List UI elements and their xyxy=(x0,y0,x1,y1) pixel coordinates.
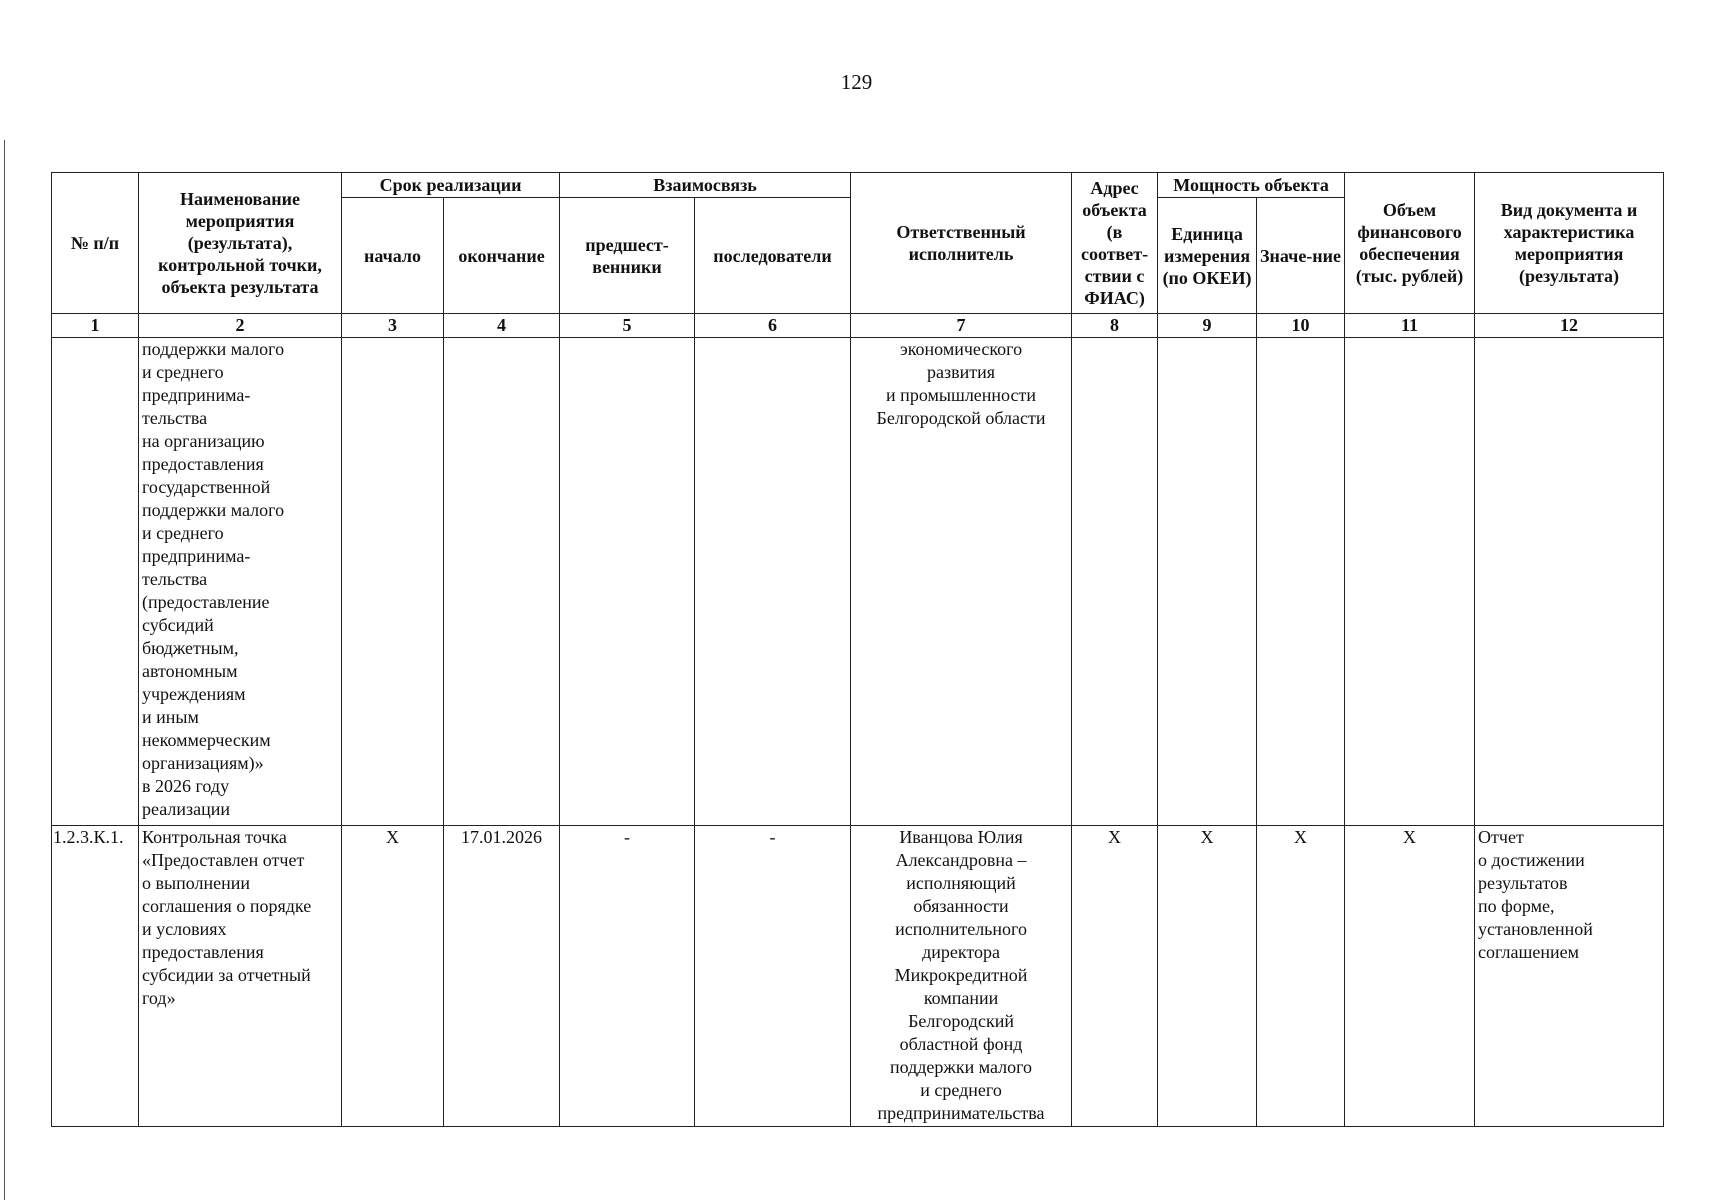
cell-start xyxy=(342,338,444,826)
column-number: 10 xyxy=(1257,314,1345,338)
header-num: № п/п xyxy=(52,173,139,314)
scan-edge-line xyxy=(4,140,5,1200)
header-finance: Объем финансового обеспечения (тыс. рублей) xyxy=(1345,173,1475,314)
cell-doc xyxy=(1475,338,1664,826)
cell-num: 1.2.3.К.1. xyxy=(52,826,139,1127)
header-link-group: Взаимосвязь xyxy=(560,173,851,198)
column-number: 6 xyxy=(695,314,851,338)
cell-prev xyxy=(560,338,695,826)
cell-next xyxy=(695,338,851,826)
header-term-start: начало xyxy=(342,198,444,314)
column-number: 1 xyxy=(52,314,139,338)
header-doc-type: Вид документа и характеристика мероприятия (результата) xyxy=(1475,173,1664,314)
column-number: 11 xyxy=(1345,314,1475,338)
cell-name: Контрольная точка «Предоставлен отчет о выполнении соглашения о порядке и условиях предоставления субсидии за отчетный год» xyxy=(139,826,342,1127)
cell-address: X xyxy=(1072,826,1158,1127)
cell-finance xyxy=(1345,338,1475,826)
header-name: Наименование мероприятия (результата), контрольной точки, объекта результата xyxy=(139,173,342,314)
header-link-prev: предшест-венники xyxy=(560,198,695,314)
cell-end: 17.01.2026 xyxy=(444,826,560,1127)
table-row xyxy=(52,826,1664,1127)
cell-name: поддержки малого и среднего предпринима- тельства на организацию предоставления государственной поддержки малого и среднего предпринима- тельства (предоставление субсидий бюджетным, автономным учреждениям и иным некоммерческим организациям)» в 2026 году реализации xyxy=(139,338,342,826)
header-term-group: Срок реализации xyxy=(342,173,560,198)
cell-unit: X xyxy=(1158,826,1257,1127)
column-number: 12 xyxy=(1475,314,1664,338)
header-responsible: Ответственный исполнитель xyxy=(851,173,1072,314)
header-address: Адрес объекта (в соответ-ствии с ФИАС) xyxy=(1072,173,1158,314)
cell-unit xyxy=(1158,338,1257,826)
cell-value xyxy=(1257,338,1345,826)
header-capacity-unit: Единица измерения (по ОКЕИ) xyxy=(1158,198,1257,314)
cell-responsible: экономического развития и промышленности Белгородской области xyxy=(851,338,1072,826)
cell-address xyxy=(1072,338,1158,826)
column-number: 4 xyxy=(444,314,560,338)
cell-end xyxy=(444,338,560,826)
cell-prev: - xyxy=(560,826,695,1127)
cell-num xyxy=(52,338,139,826)
table-row xyxy=(52,338,1664,826)
column-number: 5 xyxy=(560,314,695,338)
cell-next: - xyxy=(695,826,851,1127)
header-term-end: окончание xyxy=(444,198,560,314)
cell-value: X xyxy=(1257,826,1345,1127)
cell-responsible: Иванцова Юлия Александровна – исполняющий обязанности исполнительного директора Микрокредитной компании Белгородский областной фонд поддержки малого и среднего предпринимательства xyxy=(851,826,1072,1127)
cell-start: X xyxy=(342,826,444,1127)
column-number: 9 xyxy=(1158,314,1257,338)
page-number: 129 xyxy=(840,70,873,94)
column-number: 7 xyxy=(851,314,1072,338)
cell-doc: Отчет о достижении результатов по форме, установленной соглашением xyxy=(1475,826,1664,1127)
cell-finance: X xyxy=(1345,826,1475,1127)
plan-table xyxy=(51,172,1664,1127)
column-number: 8 xyxy=(1072,314,1158,338)
column-number: 3 xyxy=(342,314,444,338)
header-link-next: последователи xyxy=(695,198,851,314)
column-number: 2 xyxy=(139,314,342,338)
header-capacity-value: Значе-ние xyxy=(1257,198,1345,314)
header-capacity-group: Мощность объекта xyxy=(1158,173,1345,198)
